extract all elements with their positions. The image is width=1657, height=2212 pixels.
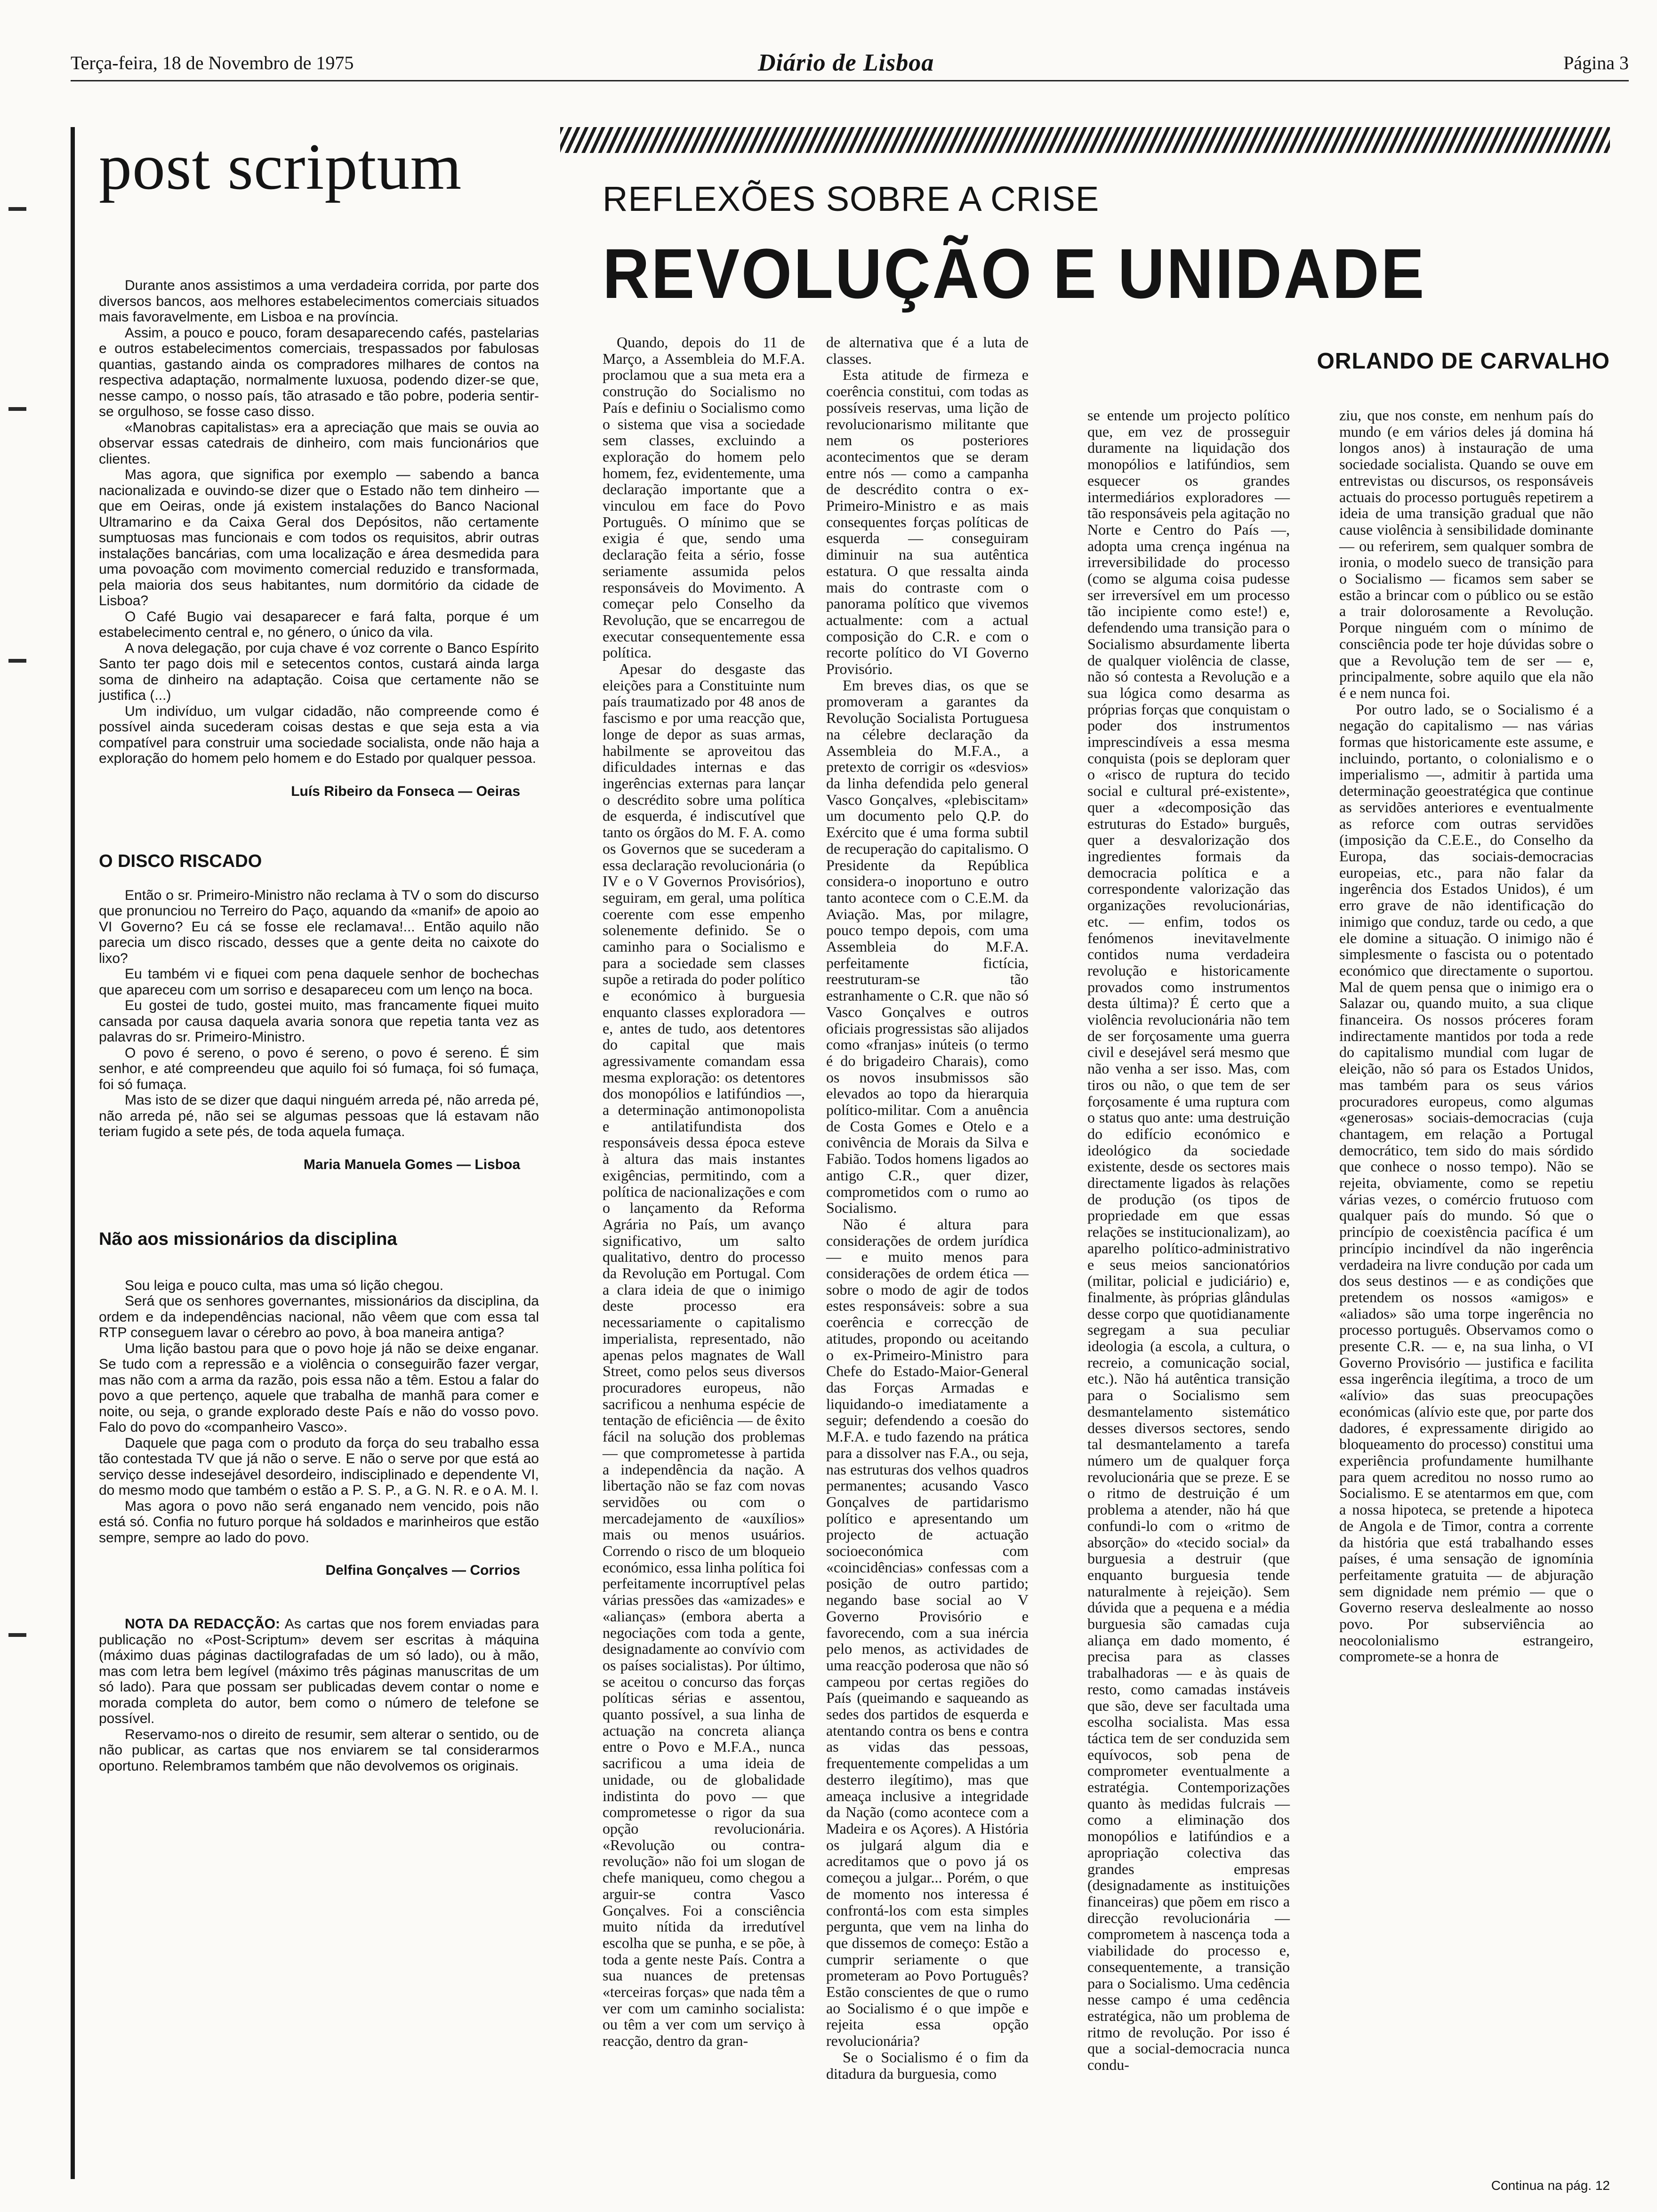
article-column-4 xyxy=(1339,407,1593,1665)
newspaper-name: Diário de Lisboa xyxy=(758,49,934,76)
article-paragraph: Apesar do desgaste das eleições para a Constituinte num país traumatizado por 48 anos de fascismo e por uma reacção que, longe de depor as suas armas, habilmente se aproveitou das dificuldades internas e das ingerências externas para lançar o descrédito sobre uma política de esquerda, é indiscutível que tanto os órgãos do M. F. A. como os Governos que se sucederam a essa declaração revolucionária (o IV e o V Governos Provisórios), seguiram, em geral, uma política coerente com esse empenho solenemente definido. Se o caminho para o Socialismo e para a sociedade sem classes supõe a retirada do poder político e económico à burguesia enquanto classes exploradora — e, antes de tudo, aos detentores do capital que mais agressivamente comandam essa mesma exploração: os detentores dos monopólios e latifúndios —, a determinação antimonopolista e antilatifundista dos responsáveis dessa época esteve à altura das mais instantes exigências, permitindo, com a política de nacionalizações e com o lançamento da Reforma Agrária no País, um avanço significativo, um salto qualitativo, dentro do processo da Revolução em Portugal. Com a clara ideia de que o inimigo deste processo era necessariamente o capitalismo imperialista, representado, não apenas pelos magnates de Wall Street, como pelos seus diversos procuradores europeus, não sacrificou a nenhuma espécie de tentação de eficiência — de êxito fácil na solução dos problemas — que comprometesse à partida a independência da nação. A libertação não se faz com novas servidões ou com o mercadejamento de «auxílios» mais ou menos usuários. Correndo o risco de um bloqueio económico, essa linha política foi perfeitamente incorruptível pelas várias pressões das «amizades» e «alianças» (embora aberta a negociações com toda a gente, designadamente ao convívio com os países socialistas). Por último, se aceitou o concurso das forças políticas sérias e assentou, quanto possível, a sua linha de actuação na concreta aliança entre o Povo e M.F.A., nunca sacrificou a uma ideia de unidade, ou de globalidade indistinta do povo — que comprometesse o rigor da sua opção revolucionária. «Revolução ou contra-revolução» não foi um slogan de chefe maniqueu, como chegou a arguir-se contra Vasco Gonçalves. Foi a consciência muito nítida da irredutível escolha que se punha, e se põe, à toda a gente neste País. Contra a sua nuances de pretensas «terceiras forças» que nada têm a ver com um caminho socialista: ou têm a ver com um serviço à reacção, dentro da gran- xyxy=(603,660,805,2050)
issue-date: Terça-feira, 18 de Novembro de 1975 xyxy=(71,52,354,73)
article-paragraph: ziu, que nos conste, em nenhum país do mundo (e em vários deles já domina há longos anos) à instauração de uma sociedade socialista. Quando se ouve em entrevistas ou discursos, os responsáveis actuais do processo português repetirem a ideia de uma transição gradual que não cause violência à sensibilidade dominante — ou referirem, sem qualquer sombra de ironia, o modelo sueco de transição para o Socialismo — ficamos sem saber se estão a brincar com o público ou se estão a trair dolorosamente a Revolução. Porque ninguém com o mínimo de consciência pode ter hoje dúvidas sobre o que a Revolução tem de ser — e, principalmente, sobre aquilo que ela não é e nem nunca foi. xyxy=(1339,407,1593,701)
scan-edge-mark xyxy=(8,659,26,663)
letter-paragraph: Mas isto de se dizer que daqui ninguém arreda pé, não arreda pé, não arreda pé, não sei se algumas pessoas que lá estavam não teriam fugido a sete pés, de toda aquela fumaça. xyxy=(99,1092,539,1139)
hatched-banner xyxy=(560,127,1610,153)
note-text: As cartas que nos forem enviadas para publicação no «Post-Scriptum» devem ser escritas à máquina (máximo duas páginas dactilografadas de um só lado), ou à mão, mas com letra bem legível (máximo três páginas manuscritas de um só lado). Para que possam ser publicadas devem contar o nome e morada completa do autor, bem como o número de telefone se possível. xyxy=(99,1616,539,1726)
note-lead: NOTA DA REDACÇÃO: xyxy=(125,1616,280,1632)
letter-paragraph: Sou leiga e pouco culta, mas uma só lição chegou. xyxy=(125,1277,444,1293)
letter-paragraph: «Manobras capitalistas» era a apreciação que mais se ouvia ao observar essas catedrais de dinheiro, com mais funcionários que clientes. xyxy=(99,419,539,467)
post-scriptum-section xyxy=(71,127,541,2188)
article-author: ORLANDO DE CARVALHO xyxy=(1317,349,1610,374)
scan-edge-mark xyxy=(8,1633,26,1637)
page-number: Página 3 xyxy=(1563,52,1629,73)
letter-paragraph: Será que os senhores governantes, missionários da disciplina, da ordem e da independências nacional, não vêem que com essa tal RTP conseguem lavar o cérebro ao povo, à boa maneira antiga? xyxy=(99,1293,539,1340)
article-column-3 xyxy=(1087,407,1290,2073)
letter-signature: Maria Manuela Gomes — Lisboa xyxy=(303,1156,520,1172)
editorial-note xyxy=(99,1616,539,1774)
article-column-1 xyxy=(603,334,805,2049)
note-paragraph xyxy=(99,1616,539,1727)
letter-paragraph: O Café Bugio vai desaparecer e fará falta, porque é um estabelecimento central e, no género, o único da vila. xyxy=(99,609,539,640)
continuation-note: Continua na pág. 12 xyxy=(1491,2178,1610,2193)
letter-title: Não aos missionários da disciplina xyxy=(99,1229,397,1249)
article-headline: REVOLUÇÃO E UNIDADE xyxy=(603,234,1426,313)
header-rule xyxy=(71,80,1629,81)
scan-edge-mark xyxy=(8,207,26,211)
letter-signature: Delfina Gonçalves — Corrios xyxy=(325,1563,520,1578)
letter-paragraph: O povo é sereno, o povo é sereno, o povo é sereno. É sim senhor, e até compreendeu que aquilo foi só fumaça, foi só fumaça, foi só fumaça. xyxy=(99,1045,539,1092)
note-paragraph: Reservamo-nos o direito de resumir, sem alterar o sentido, ou de não publicar, as cartas que nos enviarem se tal considerarmos oportuno. Relembramos também que não devolvemos os originais. xyxy=(99,1726,539,1774)
letter-paragraph: Eu também vi e fiquei com pena daquele senhor de bochechas que apareceu com um sorriso e desapareceu com um lenço na boca. xyxy=(99,966,539,998)
letter-signature: Luís Ribeiro da Fonseca — Oeiras xyxy=(291,783,520,799)
section-title: post scriptum xyxy=(99,130,462,203)
letter-paragraph: Durante anos assistimos a uma verdadeira corrida, por parte dos diversos bancos, aos melhores estabelecimentos comerciais situados mais favoravelmente, em Lisboa e na província. xyxy=(99,278,539,325)
article-paragraph: Esta atitude de firmeza e coerência constitui, com todas as possíveis reservas, uma lição de revolucionarismo militante que nem os posteriores acontecimentos que se deram entre nós — como a campanha de descrédito contra o ex-Primeiro-Ministro e as mais consequentes forças políticas de esquerda — conseguiram diminuir na sua autêntica estatura. O que ressalta ainda mais do contraste com o panorama político que vivemos actualmente: com a actual composição do C.R. e com o recorte político do VI Governo Provisório. xyxy=(826,366,1029,678)
article-paragraph: Por outro lado, se o Socialismo é a negação do capitalismo — nas várias formas que historicamente este assume, e incluindo, portanto, o colonialismo e o imperialismo —, admitir à partida uma determinação geoestratégica que continue as servidões anteriores e eventualmente as reforce com outras servidões (imposição da C.E.E., do Conselho da Europa, das sociais-democracias europeias, etc., para não falar da ingerência dos Estados Unidos), é um erro grave de não identificação do inimigo que conduz, tarde ou cedo, a que ele domine a situação. O inimigo não é simplesmente o fascista ou o potentado económico que directamente o suportou. Mal de quem pensa que o inimigo era o Salazar ou, quando muito, a sua clique financeira. Os nossos próceres foram indirectamente mantidos por toda a rede do capitalismo mundial com lugar de eleição, não só para os Estados Unidos, mas também para os seus vários procuradores europeus, como algumas «generosas» sociais-democracias (cuja chantagem, em relação a Portugal democrático, tem sido do mais sórdido que conhece o nosso tempo). Não se rejeita, obviamente, como se repetiu várias vezes, o comércio frutuoso com qualquer país do mundo. Só que o princípio de coexistência pacífica é um princípio incindível da não ingerência verdadeira na livre condução por cada um dos seus destinos — e as condições que pretendem os nossos «amigos» e «aliados» são uma torpe ingerência no processo português. Observamos como o presente C.R. — e, na sua linha, o VI Governo Provisório — justifica e facilita essa ingerência ilegítima, a troco de um «alívio» das suas preocupações económicas (alívio este que, por parte dos dadores, é expressamente dirigido ao bloqueamento do processo) constitui uma experiência profundamente humilhante para quem acreditou no nosso rumo ao Socialismo. E se atentarmos em que, com a nossa hipoteca, se pretende a hipoteca de Angola e de Timor, contra a corrente da história que está trabalhando esses países, é uma sensação de ignomínia perfeitamente gratuita — de abjuração sem dignidade nem prémio — que o Governo reserva deslealmente ao nosso povo. Por subserviência ao neocolonialismo estrangeiro, compromete-se a honra de xyxy=(1339,700,1593,1665)
letter-title: O DISCO RISCADO xyxy=(99,851,262,871)
section-bar xyxy=(71,127,75,2179)
masthead xyxy=(71,49,1629,85)
letter-paragraph: Um indivíduo, um vulgar cidadão, não compreende como é possível ainda sucederam coisas destas e que seja esta a via compatível para construir uma sociedade socialista, onde não haja a exploração do homem pelo homem e do Estado por qualquer pessoa. xyxy=(99,703,539,766)
letter-paragraph: Daquele que paga com o produto da força do seu trabalho essa tão contestada TV que já não o serve. E não o serve por que está ao serviço desse indesejável desordeiro, indisciplinado e dependente VI, do mesmo modo que também o estão a P. S. P., a G. N. R. e o A. M. I. xyxy=(99,1435,539,1498)
article-paragraph: se entende um projecto político que, em vez de prosseguir duramente na liquidação dos monopólios e latifúndios, sem esquecer os grandes intermediários exploradores — tão responsáveis pela agitação no Norte e Centro do País —, adopta uma crença ingénua na irreversibilidade do processo (como se alguma coisa pudesse ser irreversível em um processo tão incipiente como este!) e, defendendo uma transição para o Socialismo absurdamente liberta de qualquer violência de classe, não só contesta a Revolução e a sua lógica como desarma as próprias forças que conquistam o poder dos instrumentos imprescindíveis a essa mesma conquista (pois se deploram quer o «risco de ruptura do tecido social e cultural pré-existente», quer a «decomposição das estruturas do Estado» burguês, quer a desvalorização dos ingredientes formais da democracia política e a correspondente valorização das organizações revolucionárias, etc. — enfim, todos os fenómenos inevitavelmente contidos numa verdadeira revolução e historicamente provados como instrumentos desta última)? É certo que a violência revolucionária não tem de ser forçosamente uma guerra civil e desejável será mesmo que não venha a ser isso. Mas, com tiros ou não, o que tem de ser forçosamente é uma ruptura com o status quo ante: uma destruição do edifício económico e ideológico da sociedade existente, desde os sectores mais directamente ligados às relações de produção (os tipos de propriedade em que essas relações se institucionalizam), ao aparelho político-administrativo e seus meios sancionatórios (militar, policial e judiciário) e, finalmente, às próprias glândulas desse corpo que quotidianamente segregam a sua peculiar ideologia (a escola, a cultura, o recreio, a comunicação social, etc.). Não há autêntica transição para o Socialismo sem desmantelamento sistemático desses diversos sectores, sendo tal desmantelamento a tarefa número um de qualquer força revolucionária que se preze. E se o ritmo de destruição é um problema a atender, não há que confundi-lo com o «ritmo de absorção» do «tecido social» da burguesia a destruir (que enquanto burguesia tende naturalmente à rejeição). Sem dúvida que a pequena e a média burguesia são camadas cuja aliança em dado momento, é precisa para as classes trabalhadoras — e às quais de resto, como camadas instáveis que são, deve ser facultada uma escolha socialista. Mas essa táctica tem de ser conduzida sem equívocos, sob pena de comprometer eventualmente a estratégia. Contemporizações quanto às medidas fulcrais — como a eliminação dos monopólios e latifúndios e a apropriação colectiva das grandes empresas (designadamente as instituições financeiras) que põem em risco a direcção revolucionária — comprometem à nascença toda a viabilidade do processo e, consequentemente, a transição para o Socialismo. Uma cedência nesse campo é uma cedência estratégica, não um problema de ritmo de revolução. Por isso é que a social-democracia nunca condu- xyxy=(1087,407,1290,2074)
letter-paragraph: Assim, a pouco e pouco, foram desaparecendo cafés, pastelarias e outros estabelecimentos comerciais, trespassados por fabulosas quantias, gastando ainda os compradores milhares de contos na respectiva adaptação, normalmente luxuosa, podendo dizer-se que, nesse campo, o nosso país, tão atrasado e tão pobre, poderia sentir-se orgulhoso, se fosse caso disso. xyxy=(99,325,539,419)
article-paragraph: Em breves dias, os que se promoveram a garantes da Revolução Socialista Portuguesa na célebre declaração da Assembleia do M.F.A., a pretexto de corrigir os «desvios» da linha defendida pelo general Vasco Gonçalves, «plebiscitam» um documento pelo Q.P. do Exército que é uma forma subtil de recuperação do capitalismo. O Presidente da República considera-o inoportuno e outro tanto acontece com o C.E.M. da Aviação. Mas, por milagre, pouco tempo depois, com uma Assembleia do M.F.A. perfeitamente fictícia, reestruturam-se tão estranhamente o C.R. que não só Vasco Gonçalves e outros oficiais progressistas são alijados como «franjas» inúteis (o termo é do brigadeiro Charais), como os novos insubmissos são elevados ao topo da hierarquia político-militar. Com a anuência de Costa Gomes e Otelo e a conivência de Morais da Silva e Fabião. Todos homens ligados ao antigo C.R., quer dizer, comprometidos com o rumo ao Socialismo. xyxy=(826,676,1029,1217)
article-paragraph: Não é altura para considerações de ordem jurídica — e muito menos para considerações de ordem ética — sobre o modo de agir de todos estes responsáveis: sobre a sua coerência e correcção de atitudes, propondo ou aceitando o ex-Primeiro-Ministro para Chefe do Estado-Maior-General das Forças Armadas e liquidando-o imediatamente a seguir; defendendo a coesão do M.F.A. e tudo fazendo na prática para a dissolver nas F.A., ou seja, nas estruturas dos velhos quadros permanentes; acusando Vasco Gonçalves de partidarismo político e apresentando um projecto de actuação socioeconómica com «coincidências» confessas com a posição de outro partido; negando base social ao V Governo Provisório e favorecendo, com a sua inércia pelo menos, as actividades de uma reacção poderosa que não só campeou por certas regiões do País (queimando e saqueando as sedes dos partidos de esquerda e atentando contra os bens e contra as vidas das pessoas, frequentemente compelidas a um desterro ilegítimo), mas que ameaça inclusive a integridade da Nação (como acontece com a Madeira e os Açores). A História os julgará algum dia e acreditamos que o povo já os começou a julgar... Porém, o que de momento nos interessa é confrontá-los com esta simples pergunta, que vem na linha do que dissemos de começo: Estão a cumprir seriamente o que prometeram ao Povo Português? Estão conscientes de que o rumo ao Socialismo é o que impõe e rejeita essa opção revolucionária? xyxy=(826,1215,1029,2050)
article-paragraph: Quando, depois do 11 de Março, a Assembleia do M.F.A. proclamou que a sua meta era a construção do Socialismo no País e definiu o Socialismo como o sistema que visa a sociedade sem classes, excluindo a exploração do homem pelo homem, fez, evidentemente, uma declaração importante que a vinculou em face do Povo Português. O mínimo que se exigia é que, sendo uma declaração feita a sério, fosse seriamente assumida pelos responsáveis do Movimento. A começar pelo Conselho da Revolução, que se encarregou de executar consequentemente essa política. xyxy=(603,334,805,661)
letter-paragraph: Mas agora o povo não será enganado nem vencido, pois não está só. Confia no futuro porque há soldados e marinheiros que estão sempre, sempre ao lado do povo. xyxy=(99,1498,539,1546)
letter-paragraph: Eu gostei de tudo, gostei muito, mas francamente fiquei muito cansada por causa daquela avaria sonora que repetia tanta vez as palavras do sr. Primeiro-Ministro. xyxy=(99,998,539,1045)
letter-missionarios xyxy=(99,1229,539,1579)
scan-edge-mark xyxy=(8,407,26,411)
letter-disco-riscado xyxy=(99,851,539,1173)
letter-paragraph: A nova delegação, por cuja chave é voz corrente o Banco Espírito Santo ter pago dois mil e setecentos contos, custará ainda larga soma de dinheiro na adaptação. Coisa que certamente não se justifica (...) xyxy=(99,640,539,703)
letter-bank-branches xyxy=(99,278,539,800)
letter-paragraph: Uma lição bastou para que o povo hoje já não se deixe enganar. Se tudo com a repressão e a violência o conseguirão fazer vergar, mas não com a arma da razão, pois essa não a têm. Estou a falar do povo a que pertenço, aquele que trabalha de manhã para comer e noite, ou seja, o grande explorado deste País e não do vosso povo. Falo do povo do «companheiro Vasco». xyxy=(99,1340,539,1435)
letter-paragraph: Mas agora, que significa por exemplo — sabendo a banca nacionalizada e ouvindo-se dizer que o Estado não tem dinheiro — que em Oeiras, onde já existem instalações do Banco Nacional Ultramarino e da Caixa Geral dos Depósitos, não certamente sumptuosas mas funcionais e com todos os requisitos, abrir outras instalações bancárias, com uma localização e área desmedida para uma povoação com movimento comercial reduzido e transformada, pela maioria dos seus habitantes, num dormitório da cidade de Lisboa? xyxy=(99,467,539,609)
article-paragraph: Se o Socialismo é o fim da ditadura da burguesia, como xyxy=(826,2048,1029,2082)
article-column-2 xyxy=(826,334,1029,2082)
article-paragraph: de alternativa que é a luta de classes. xyxy=(826,334,1029,367)
feature-article xyxy=(560,127,1610,2212)
article-kicker: REFLEXÕES SOBRE A CRISE xyxy=(603,179,1100,218)
letter-paragraph: Então o sr. Primeiro-Ministro não reclama à TV o som do discurso que pronunciou no Terreiro do Paço, aquando da «manif» de apoio ao VI Governo? Eu cá se fosse ele reclamava!... Então aquilo não parecia um disco riscado, desses que a gente deita no caixote do lixo? xyxy=(99,887,539,966)
